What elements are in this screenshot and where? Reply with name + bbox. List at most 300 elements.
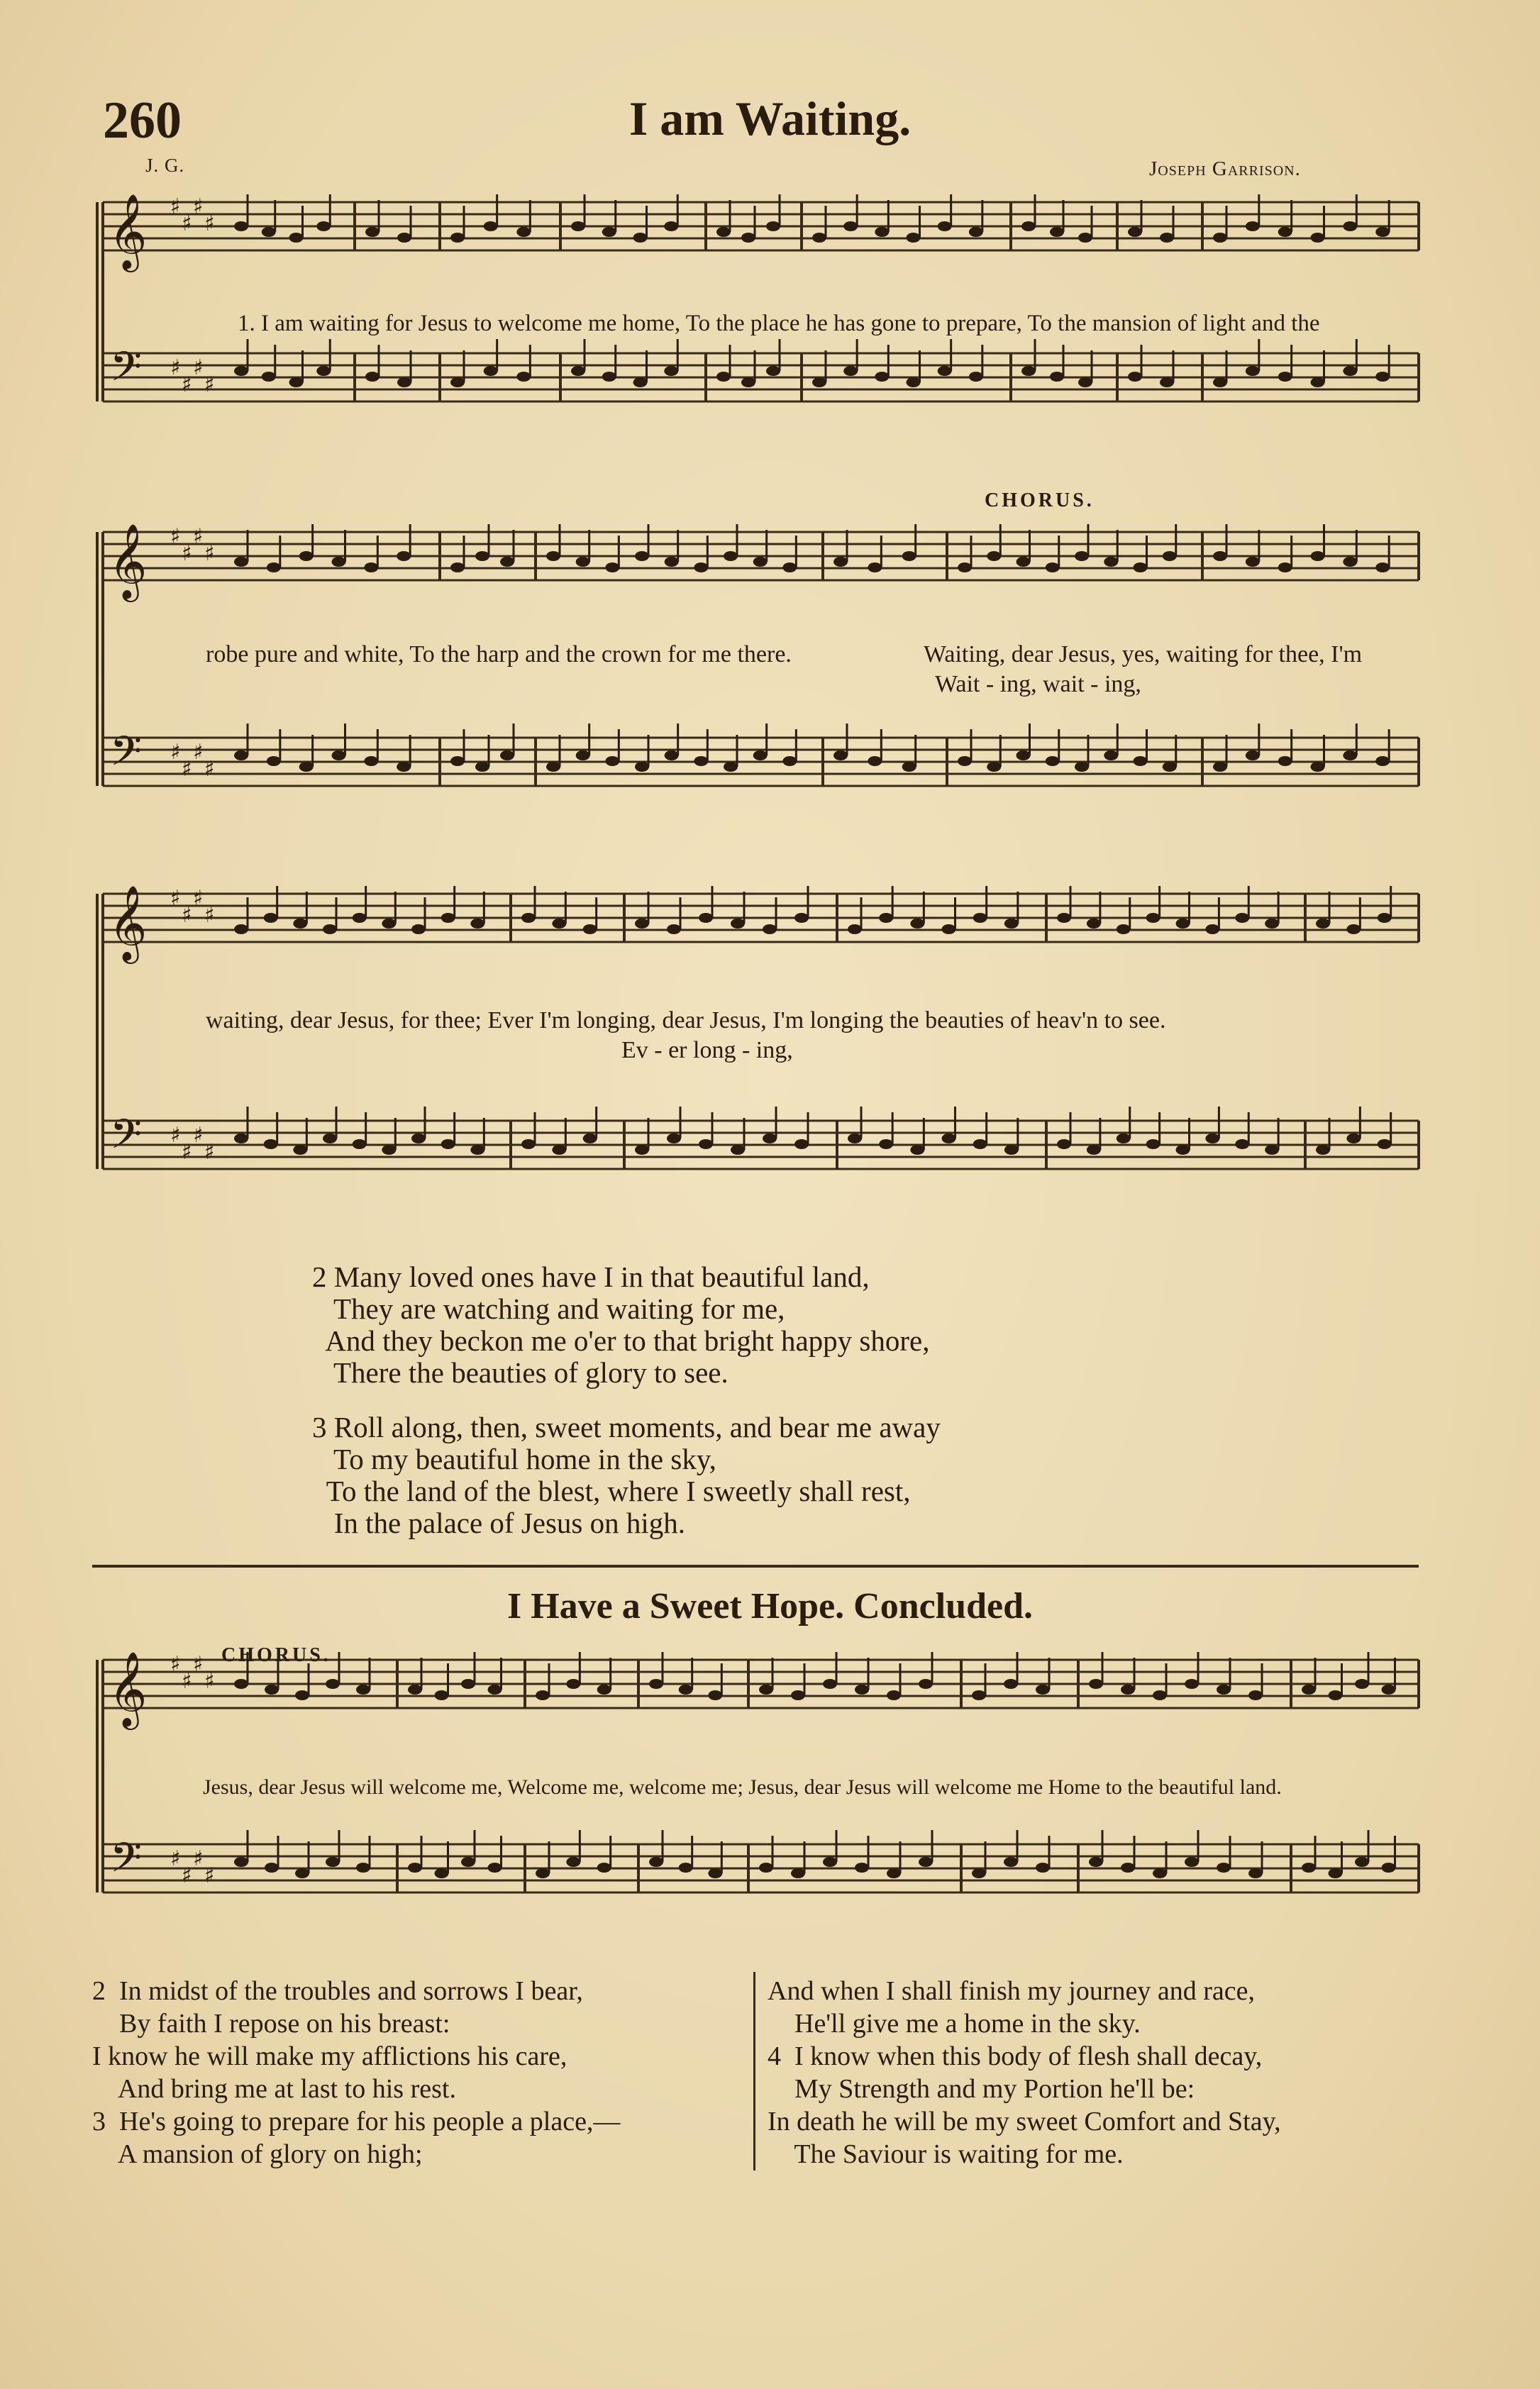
note-head [791,1690,805,1700]
clef-symbol: ♯ [193,740,204,765]
note-head [552,919,566,929]
note-head [1160,377,1174,387]
note-head [1205,1133,1219,1143]
note-head [902,551,916,561]
note-head [397,762,411,772]
note-head [708,1868,722,1878]
note-head [938,221,952,231]
clef-symbol: 𝄞 [109,1651,148,1726]
note-head [323,924,337,934]
note-head [234,557,248,567]
note-head [461,1679,475,1689]
note-head [1089,1857,1103,1867]
note-head [887,1690,901,1700]
note-head [323,1133,337,1143]
chorus-label-2: CHORUS. [221,1644,331,1666]
note-head [234,221,248,231]
hymn2-verses-right [768,1975,1281,2171]
note-head [1355,1857,1369,1867]
note-head [364,562,378,572]
note-head [1246,221,1260,231]
clef-symbol: ♯ [170,355,181,380]
note-head [1021,221,1036,231]
note-head [1163,551,1177,561]
note-head [583,924,597,934]
note-head [1087,1145,1101,1155]
clef-symbol: ♯ [193,1652,204,1677]
note-head [475,762,489,772]
note-head [1036,1863,1050,1873]
note-head [475,551,489,561]
note-head [488,1685,502,1695]
clef-symbol: ♯ [182,372,192,397]
clef-symbol: 𝄢 [110,1834,143,1892]
lyric-line-2-chorus: Waiting, dear Jesus, yes, waiting for thee, I'm [924,641,1363,667]
lyric-line-2-bass: Wait - ing, wait - ing, [935,671,1141,697]
clef-symbol: ♯ [204,757,215,782]
note-head [887,1868,901,1878]
verse-line: I know he will make my afflictions his care, [92,2041,567,2071]
note-head [1343,750,1357,760]
note-head [972,1690,986,1700]
note-head [759,1863,773,1873]
note-head [794,1139,809,1149]
note-head [435,1690,449,1700]
note-head [1378,1139,1392,1149]
note-head [1104,557,1118,567]
verse-line: Many loved ones have I in that beautiful land, [333,1260,870,1293]
note-head [262,372,276,382]
chorus-label-1: CHORUS. [985,489,1095,511]
note-head [1213,551,1227,561]
note-head [1346,924,1361,934]
note-head [265,1863,279,1873]
lyric-line-3: waiting, dear Jesus, for thee; Ever I'm longing, dear Jesus, I'm longing the beauties of heav'n to see. [206,1007,1166,1033]
note-head [766,366,780,376]
note-head [1163,762,1177,772]
note-head [848,924,862,934]
clef-symbol: ♯ [204,1863,215,1888]
note-head [299,551,314,561]
note-head [1153,1690,1167,1700]
clef-symbol: ♯ [182,1140,192,1165]
note-head [267,562,281,572]
clef-symbol: ♯ [182,1863,192,1888]
note-head [1057,913,1071,923]
note-head [382,919,396,929]
note-head [1016,750,1031,760]
clef-symbol: ♯ [170,1846,181,1871]
note-head [1078,233,1092,243]
note-head [907,377,921,387]
note-head [1104,750,1118,760]
verse-line: By faith I repose on his breast: [92,2009,450,2039]
note-head [823,1857,837,1867]
hymn-title: I am Waiting. [628,92,912,145]
clef-symbol: ♯ [193,524,204,549]
note-head [353,1139,367,1149]
note-head [516,372,531,382]
note-head [843,221,858,231]
note-head [1311,551,1325,561]
note-head [566,1857,580,1867]
note-head [667,1133,681,1143]
clef-symbol: ♯ [182,1669,192,1694]
note-head [1153,1868,1167,1878]
clef-symbol: 𝄞 [109,193,148,269]
note-head [1046,756,1060,766]
note-head [382,1145,396,1155]
verse-line: To my beautiful home in the sky, [333,1443,716,1475]
clef-symbol: ♯ [193,886,204,911]
verse-line: 4 I know when this body of flesh shall decay, [768,2041,1263,2071]
clef-symbol: ♯ [170,1123,181,1148]
note-head [1121,1685,1135,1695]
note-head [1117,924,1131,934]
note-head [576,557,590,567]
clef-symbol: ♯ [182,903,192,928]
note-head [450,233,465,243]
lyric-line-2: robe pure and white, To the harp and the crown for me there. [206,641,792,667]
note-head [1355,1679,1369,1689]
lyric-line-1: 1. I am waiting for Jesus to welcome me home, To the place he has gone to prepare, To the mansion of light and the [238,311,1320,336]
note-head [264,913,278,923]
note-head [708,1690,722,1700]
note-head [1128,227,1142,237]
note-head [1004,1857,1018,1867]
note-head [1278,562,1292,572]
note-head [293,919,307,929]
note-head [571,221,585,231]
clef-symbol: 𝄢 [110,727,143,785]
note-head [289,233,304,243]
note-head [441,913,455,923]
note-head [942,1133,956,1143]
note-head [633,233,648,243]
clef-symbol: ♯ [193,1123,204,1148]
verse-line: There the beauties of glory to see. [333,1356,729,1389]
note-head [716,227,731,237]
note-head [1343,366,1357,376]
note-head [397,551,411,561]
note-head [1016,557,1031,567]
verse-line: 2 In midst of the troubles and sorrows I bear, [92,1976,583,2006]
note-head [868,756,882,766]
note-head [763,924,777,934]
section-divider [92,1565,1419,1568]
clef-symbol: ♯ [204,541,215,566]
note-head [326,1679,340,1689]
verse-line: And bring me at last to his rest. [92,2074,456,2104]
note-head [1302,1685,1316,1695]
note-head [1205,924,1219,934]
note-head [234,924,248,934]
note-head [1089,1679,1103,1689]
note-head [521,1139,536,1149]
clef-symbol: ♯ [204,372,215,397]
note-head [919,1679,933,1689]
note-head [1246,366,1260,376]
note-head [1185,1857,1199,1867]
note-head [521,913,536,923]
note-head [987,551,1001,561]
note-head [536,1868,550,1878]
clef-symbol: ♯ [204,1140,215,1165]
note-head [234,1857,248,1867]
note-head [794,913,809,923]
note-head [441,1139,455,1149]
note-head [741,233,755,243]
note-head [1235,913,1249,923]
verse-line: They are watching and waiting for me, [333,1292,785,1325]
note-head [536,1690,550,1700]
note-head [635,551,649,561]
note-head [812,377,826,387]
note-head [265,1685,279,1695]
note-head [724,762,738,772]
note-head [293,1145,307,1155]
verse-number: 2 [312,1260,327,1293]
note-head [1146,913,1160,923]
verse-line: And they beckon me o'er to that bright happy shore, [325,1324,930,1357]
note-head [397,377,411,387]
note-head [1185,1679,1199,1689]
note-head [602,227,616,237]
verse-2 [312,1261,929,1389]
note-head [1329,1868,1343,1878]
note-head [552,1145,566,1155]
note-head [1382,1863,1396,1873]
note-head [1246,557,1260,567]
clef-symbol: ♯ [170,524,181,549]
note-head [356,1863,370,1873]
note-head [879,913,893,923]
note-head [1160,233,1174,243]
note-head [1004,919,1019,929]
note-head [843,366,858,376]
verse-line: He'll give me a home in the sky. [768,2009,1141,2039]
note-head [1265,919,1279,929]
note-head [500,750,514,760]
note-head [234,750,248,760]
note-head [649,1679,663,1689]
note-head [679,1863,693,1873]
note-head [731,1145,745,1155]
note-head [1217,1863,1231,1873]
note-head [1248,1690,1263,1700]
note-head [1382,1685,1396,1695]
note-head [364,756,378,766]
note-head [605,562,619,572]
note-head [365,227,380,237]
verse-number: 3 [312,1411,327,1443]
clef-symbol: 𝄞 [109,885,148,960]
note-head [1375,562,1390,572]
note-head [264,1139,278,1149]
note-head [299,762,314,772]
clef-symbol: ♯ [204,1669,215,1694]
note-head [1316,919,1330,929]
note-head [635,762,649,772]
note-head [664,221,678,231]
note-head [1311,377,1325,387]
note-head [942,924,956,934]
note-head [1021,366,1036,376]
note-head [716,372,731,382]
note-head [855,1685,869,1695]
note-head [1050,227,1064,237]
note-head [450,377,465,387]
note-head [500,557,514,567]
note-head [1265,1145,1279,1155]
clef-symbol: ♯ [170,740,181,765]
clef-symbol: ♯ [193,1846,204,1871]
clef-symbol: ♯ [204,903,215,928]
note-head [665,750,679,760]
note-head [1078,377,1092,387]
note-head [1146,1139,1160,1149]
verse-line: In death he will be my sweet Comfort and Stay, [768,2107,1281,2136]
note-head [1117,1133,1131,1143]
note-head [812,233,826,243]
note-head [356,1685,370,1695]
note-head [1248,1868,1263,1878]
note-head [332,750,346,760]
note-head [435,1868,449,1878]
note-head [576,750,590,760]
note-head [879,1139,893,1149]
note-head [1375,372,1390,382]
note-head [408,1685,422,1695]
note-head [289,377,304,387]
note-head [664,366,678,376]
note-head [1246,750,1260,760]
note-head [938,366,952,376]
verse-line: My Strength and my Portion he'll be: [768,2074,1195,2104]
verse-line: To the land of the blest, where I sweetly shall rest, [326,1475,911,1507]
note-head [635,1145,649,1155]
note-head [1004,1679,1018,1689]
clef-symbol: ♯ [193,194,204,219]
note-head [365,372,380,382]
note-head [969,372,983,382]
note-head [1057,1139,1071,1149]
note-head [1278,756,1292,766]
verse-line: And when I shall finish my journey and race, [768,1976,1255,2006]
note-head [753,750,768,760]
note-head [316,221,331,231]
note-head [763,1133,777,1143]
note-head [450,562,465,572]
clef-symbol: ♯ [182,541,192,566]
note-head [1176,1145,1190,1155]
note-head [1176,919,1190,929]
note-head [823,1679,837,1689]
note-head [571,366,585,376]
hymn2-title: I Have a Sweet Hope. Concluded. [507,1586,1033,1626]
note-head [1050,372,1064,382]
note-head [868,562,882,572]
note-head [566,1679,580,1689]
hymn2-lyric: Jesus, dear Jesus will welcome me, Welcome me, welcome me; Jesus, dear Jesus will welcome me Home to the beautiful land. [203,1775,1282,1799]
note-head [855,1863,869,1873]
note-head [1121,1863,1135,1873]
note-head [546,762,560,772]
lyricist-initials: J. G. [145,155,185,176]
note-head [602,372,616,382]
clef-symbol: 𝄢 [110,1110,143,1168]
note-head [1235,1139,1249,1149]
note-head [450,756,465,766]
note-head [605,756,619,766]
note-head [759,1685,773,1695]
note-head [353,913,367,923]
note-head [332,557,346,567]
note-head [234,366,248,376]
note-head [597,1685,611,1695]
note-head [1004,1145,1019,1155]
note-head [411,1133,426,1143]
note-head [234,1133,248,1143]
note-head [397,233,411,243]
note-head [295,1868,309,1878]
note-head [470,919,484,929]
note-head [1375,756,1390,766]
note-head [782,756,797,766]
clef-symbol: ♯ [170,194,181,219]
note-head [484,366,498,376]
note-head [1128,372,1142,382]
note-head [1134,562,1148,572]
note-head [1046,562,1060,572]
note-head [488,1863,502,1873]
note-head [973,1139,987,1149]
note-head [731,919,745,929]
note-head [1316,1145,1330,1155]
note-head [234,1679,248,1689]
page-number: 260 [103,92,182,150]
note-head [699,1139,713,1149]
note-head [1213,762,1227,772]
hymn2-verses-left [92,1975,620,2171]
note-head [848,1133,862,1143]
lyric-line-3-bass: Ev - er long - ing, [621,1037,793,1063]
note-head [546,551,560,561]
note-head [267,756,281,766]
note-head [484,221,498,231]
note-head [1134,756,1148,766]
note-head [411,924,426,934]
note-head [470,1145,484,1155]
note-head [461,1857,475,1867]
note-head [741,377,755,387]
composer-name: Joseph Garrison. [1149,157,1301,180]
note-head [1213,377,1227,387]
note-head [972,1868,986,1878]
note-head [958,562,972,572]
note-head [262,227,276,237]
note-head [973,913,987,923]
note-head [987,762,1001,772]
note-head [1329,1690,1343,1700]
note-head [1302,1863,1316,1873]
note-head [1343,557,1357,567]
note-head [408,1863,422,1873]
note-head [649,1857,663,1867]
clef-symbol: 𝄢 [110,343,143,401]
note-head [724,551,738,561]
note-head [1213,233,1227,243]
